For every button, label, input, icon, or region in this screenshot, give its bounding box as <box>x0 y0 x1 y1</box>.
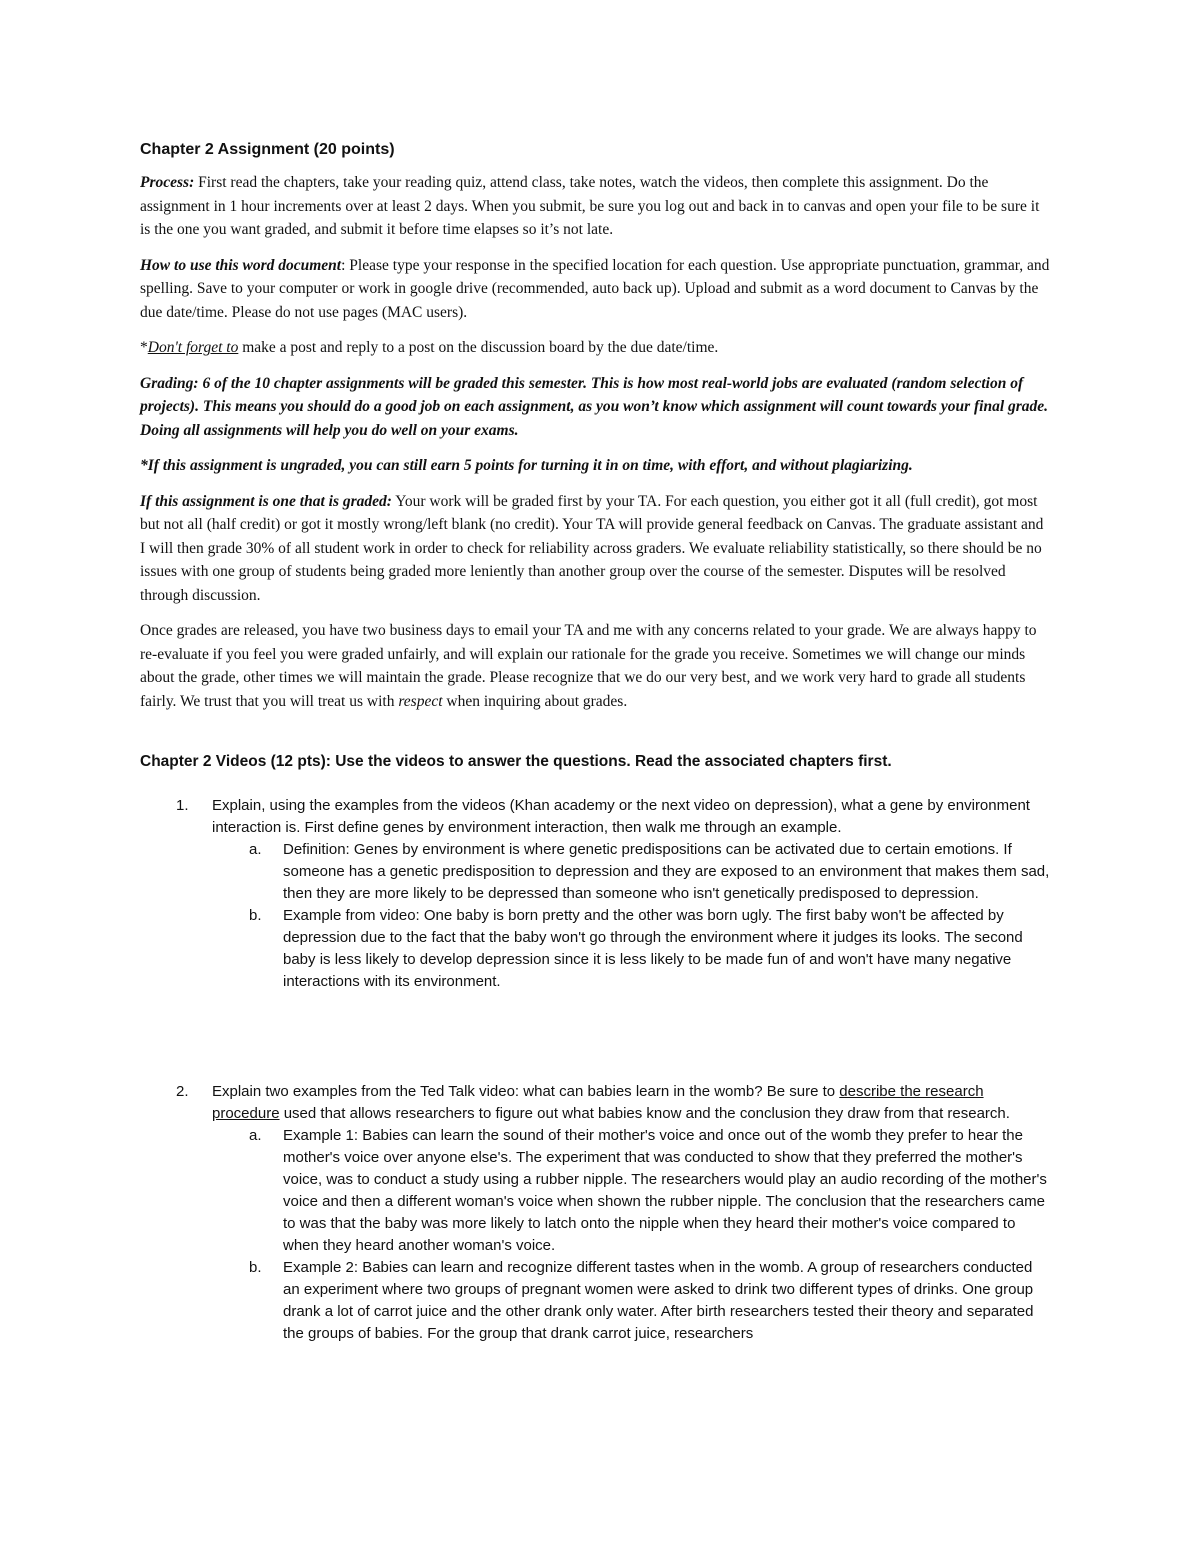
question-text-after: used that allows researchers to figure out what babies know and the conclusion they draw from that research. <box>279 1105 1010 1122</box>
question-number: 1. <box>176 797 189 814</box>
question-text-before: Explain two examples from the Ted Talk video: what can babies learn in the womb? Be sure to <box>212 1083 840 1100</box>
answer-item <box>212 905 1052 993</box>
graded-text: Your work will be graded first by your TA. For each question, you either got it all (full credit), got most but not all (half credit) or got it mostly wrong/left blank (no credit). Your TA will provide general feedback on Canvas. The graduate assistant and I will then grade 30% of all student work in order to check for reliability across graders. We evaluate reliability statistically, so there should be no issues with one group of students being graded more leniently than another group over the course of the semester. Disputes will be resolved through discussion. <box>140 492 1044 604</box>
answer-letter: b. <box>249 907 262 924</box>
answer-text: Definition: Genes by environment is where genetic predispositions can be activated due to certain emotions. If someone has a genetic predisposition to depression and they are exposed to an environment that makes them sad, then they are more likely to be depressed than someone who isn't genetically predisposed to depression. <box>283 841 1050 902</box>
graded-label: If this assignment is one that is graded: <box>140 492 392 510</box>
how-to-label: How to use this word document <box>140 256 342 274</box>
question-underlined: describe the research procedure <box>212 1083 984 1122</box>
question-text: Explain, using the examples from the videos (Khan academy or the next video on depression), what a gene by environment interaction is. First define genes by environment interaction, then walk me through an example. <box>212 797 1030 836</box>
question-2 <box>140 1081 1052 1345</box>
how-to-paragraph <box>140 254 1052 325</box>
ungraded-paragraph: *If this assignment is ungraded, you can still earn 5 points for turning it in on time, with effort, and without plagiarizing. <box>140 457 913 474</box>
answer-letter: b. <box>249 1259 262 1276</box>
answer-list <box>212 1125 1052 1345</box>
reminder-paragraph <box>140 336 1052 360</box>
grades-release-paragraph <box>140 619 1052 713</box>
answer-item <box>212 1125 1052 1257</box>
how-to-text: : Please type your response in the specified location for each question. Use appropriate punctuation, grammar, and spelling. Save to your computer or work in google drive (recommended, auto back up). Upload and submit as a word document to Canvas by the due date/time. Please do not use pages (MAC users). <box>140 256 1050 321</box>
process-paragraph <box>140 171 1052 242</box>
question-1 <box>140 795 1052 993</box>
answer-letter: a. <box>249 841 262 858</box>
grades-release-text-after: when inquiring about grades. <box>442 692 628 710</box>
grading-paragraph: Grading: 6 of the 10 chapter assignments will be graded this semester. This is how most real-world jobs are evaluated (random selection of projects). This means you should do a good job on each assignment, as you won’t know which assignment will count towards your final grade. Doing all assignments will help you do well on your exams. <box>140 374 1049 439</box>
question-number: 2. <box>176 1083 189 1100</box>
process-text: First read the chapters, take your reading quiz, attend class, take notes, watch the videos, then complete this assignment. Do the assignment in 1 hour increments over at least 2 days. When you submit, be sure you log out and back in to canvas and open your file to be sure it is the one you want graded, and submit it before time elapses so it’s not late. <box>140 174 1040 238</box>
graded-paragraph <box>140 490 1052 608</box>
grades-release-italic: respect <box>398 692 443 710</box>
videos-heading: Chapter 2 Videos (12 pts): Use the videos to answer the questions. Read the associated chapters first. <box>140 753 892 770</box>
answer-text: Example 1: Babies can learn the sound of their mother's voice and once out of the womb they prefer to hear the mother's voice over anyone else's. The experiment that was conducted to show that they preferred the mother's voice, was to conduct a study using a rubber nipple. The researchers would play an audio recording of the mother's voice and then a different woman's voice when shown the rubber nipple. The conclusion that the researchers came to was that the baby was more likely to latch onto the nipple when they heard their mother's voice compared to when they heard another woman's voice. <box>283 1127 1047 1254</box>
question-text <box>212 1081 1052 1125</box>
reminder-text: make a post and reply to a post on the discussion board by the due date/time. <box>238 339 719 356</box>
answer-letter: a. <box>249 1127 262 1144</box>
question-list <box>140 795 1052 1345</box>
assignment-title: Chapter 2 Assignment (20 points) <box>140 141 395 158</box>
reminder-underlined: Don't forget to <box>147 339 239 356</box>
reminder-prefix: * <box>140 339 148 356</box>
answer-list <box>212 839 1052 993</box>
answer-text: Example 2: Babies can learn and recognize different tastes when in the womb. A group of researchers conducted an experiment where two groups of pregnant women were asked to drink two different types of drinks. One group drank a lot of carrot juice and the other drank only water. After birth researchers tested their theory and separated the groups of babies. For the group that drank carrot juice, researchers <box>283 1259 1034 1342</box>
answer-item <box>212 839 1052 905</box>
answer-text: Example from video: One baby is born pretty and the other was born ugly. The first baby won't be affected by depression due to the fact that the baby won't go through the environment where it judges its looks. The second baby is less likely to develop depression since it is less likely to be made fun of and won't have many negative interactions with its environment. <box>283 907 1023 990</box>
process-label: Process: <box>140 174 195 191</box>
answer-item <box>212 1257 1052 1345</box>
grades-release-text-before: Once grades are released, you have two business days to email your TA and me with any concerns related to your grade. We are always happy to re-evaluate if you feel you were graded unfairly, and will explain our rationale for the grade you receive. Sometimes we will change our minds about the grade, other times we will maintain the grade. Please recognize that we do our very best, and we work very hard to grade all students fairly. We trust that you will treat us with <box>140 622 1037 710</box>
